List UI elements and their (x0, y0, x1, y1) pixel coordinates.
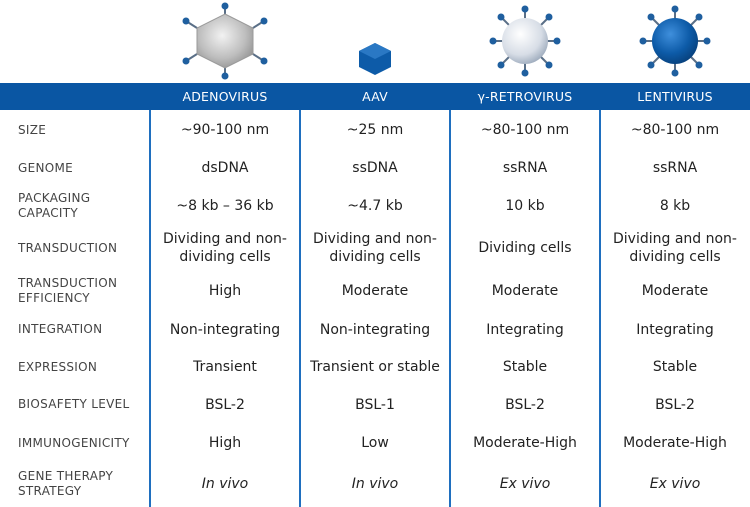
cell-size-adenovirus: ~90-100 nm (180, 122, 270, 138)
column-header-adenovirus: ADENOVIRUS (182, 89, 268, 104)
cell-packaging-capacity-adenovirus: ~8 kb – 36 kb (176, 198, 274, 214)
cell-packaging-capacity-lenti: 8 kb (659, 198, 691, 214)
aav-icon (300, 0, 450, 82)
column-header-lentivirus: LENTIVIRUS (637, 89, 713, 104)
row-label-packaging-capacity: PACKAGING CAPACITY (18, 191, 91, 220)
adenovirus-icon (150, 0, 300, 82)
cell-gene-therapy-strategy-adenovirus: In vivo (201, 476, 249, 492)
cell-genome-aav: ssDNA (352, 160, 398, 176)
cell-genome-adenovirus: dsDNA (201, 160, 249, 176)
cell-packaging-capacity-aav: ~4.7 kb (347, 198, 403, 214)
cell-gene-therapy-strategy-aav: In vivo (351, 476, 399, 492)
column-divider (299, 110, 301, 507)
cell-transduction-efficiency-retro: Moderate (491, 283, 559, 299)
row-label-biosafety-level: BIOSAFETY LEVEL (18, 397, 130, 411)
cell-biosafety-level-adenovirus: BSL-2 (205, 396, 245, 413)
column-divider (449, 110, 451, 507)
cell-transduction-aav: Dividing and non-dividing cells (313, 231, 437, 265)
cell-integration-aav: Non-integrating (319, 321, 431, 338)
cell-gene-therapy-strategy-retro: Ex vivo (499, 476, 551, 492)
cell-integration-lenti: Integrating (636, 321, 714, 338)
cell-expression-lenti: Stable (652, 359, 698, 375)
column-divider (149, 110, 151, 507)
cell-genome-retro: ssRNA (502, 160, 548, 176)
cell-transduction-adenovirus: Dividing and non-dividing cells (163, 231, 287, 265)
lentivirus-icon (600, 0, 750, 82)
row-label-transduction: TRANSDUCTION (18, 240, 118, 255)
cell-immunogenicity-lenti: Moderate-High (623, 435, 727, 451)
virus-icons-row (0, 0, 750, 82)
cell-biosafety-level-aav: BSL-1 (355, 396, 395, 413)
cell-transduction-efficiency-aav: Moderate (341, 283, 409, 299)
row-label-integration: INTEGRATION (18, 322, 103, 336)
row-label-gene-therapy-strategy: GENE THERAPY STRATEGY (18, 469, 114, 498)
column-header-retrovirus: γ-RETROVIRUS (477, 89, 573, 104)
cell-transduction-retro: Dividing cells (478, 240, 572, 256)
cell-transduction-lenti: Dividing and non-dividing cells (613, 231, 737, 265)
retrovirus-icon (450, 0, 600, 82)
row-label-size: SIZE (18, 122, 47, 137)
cell-integration-adenovirus: Non-integrating (169, 321, 281, 338)
cell-immunogenicity-adenovirus: High (208, 435, 242, 451)
cell-immunogenicity-aav: Low (361, 435, 389, 451)
column-header-aav: AAV (362, 89, 388, 104)
cell-gene-therapy-strategy-lenti: Ex vivo (649, 476, 701, 492)
cell-expression-retro: Stable (502, 359, 548, 375)
cell-biosafety-level-lenti: BSL-2 (655, 396, 695, 413)
row-label-genome: GENOME (18, 160, 74, 175)
cell-expression-adenovirus: Transient (193, 359, 257, 375)
cell-integration-retro: Integrating (486, 321, 564, 338)
cell-genome-lenti: ssRNA (652, 160, 698, 176)
cell-transduction-efficiency-adenovirus: High (208, 283, 242, 299)
row-label-transduction-efficiency: TRANSDUCTION EFFICIENCY (18, 276, 118, 305)
row-label-expression: EXPRESSION (18, 359, 98, 374)
cell-size-retro: ~80-100 nm (480, 122, 570, 138)
cell-size-lenti: ~80-100 nm (630, 122, 720, 138)
cell-biosafety-level-retro: BSL-2 (505, 396, 545, 413)
cell-transduction-efficiency-lenti: Moderate (641, 283, 709, 299)
row-label-immunogenicity: IMMUNOGENICITY (18, 435, 130, 450)
cell-expression-aav: Transient or stable (310, 359, 440, 375)
cell-packaging-capacity-retro: 10 kb (505, 198, 545, 214)
cell-immunogenicity-retro: Moderate-High (473, 435, 577, 451)
cell-size-aav: ~25 nm (346, 122, 404, 138)
column-divider (599, 110, 601, 507)
